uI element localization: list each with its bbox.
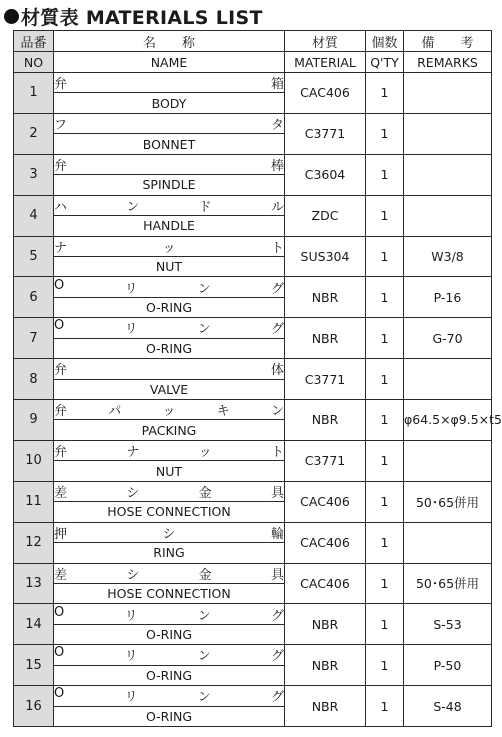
item-material: C3771 xyxy=(285,440,366,481)
item-name-jp-char: 金 xyxy=(198,567,212,583)
item-name-jp-chars xyxy=(54,564,284,583)
item-name-jp-char: 体 xyxy=(270,363,284,379)
table-row xyxy=(14,481,492,501)
table-row xyxy=(14,359,492,379)
item-number: 3 xyxy=(14,154,54,195)
item-name-jp-char: ナ xyxy=(126,445,140,461)
item-name-en: BONNET xyxy=(54,134,285,154)
header-qty-jp: 個数 xyxy=(366,31,404,52)
item-number: 16 xyxy=(14,686,54,727)
item-number: 14 xyxy=(14,604,54,645)
item-number: 13 xyxy=(14,563,54,604)
item-name-jp-char: 弁 xyxy=(54,77,68,93)
item-name-jp-chars xyxy=(54,441,284,460)
item-name-jp-char: ッ xyxy=(198,445,212,461)
header-row-en xyxy=(14,52,492,73)
item-name-en: HOSE CONNECTION xyxy=(54,583,285,603)
table-row xyxy=(14,318,492,338)
item-material: NBR xyxy=(285,400,366,441)
item-remarks: P-16 xyxy=(404,277,492,318)
item-name-en: O-RING xyxy=(54,297,285,317)
item-name-jp-char: リ xyxy=(124,281,138,297)
header-name-en: NAME xyxy=(54,52,285,73)
table-row xyxy=(14,113,492,133)
item-name-jp-char: シ xyxy=(126,485,140,501)
header-no-jp: 品番 xyxy=(14,31,54,52)
item-name-jp-char: 弁 xyxy=(54,445,68,461)
item-material: NBR xyxy=(285,277,366,318)
item-name-en: O-RING xyxy=(54,338,285,358)
item-name-jp xyxy=(54,73,285,93)
item-name-jp-char: O xyxy=(54,604,65,620)
item-remarks: G-70 xyxy=(404,318,492,359)
item-name-en: HANDLE xyxy=(54,216,285,236)
item-name-en: HOSE CONNECTION xyxy=(54,502,285,522)
item-name-jp xyxy=(54,645,285,665)
item-name-jp-char: O xyxy=(54,645,65,661)
item-name-jp-chars xyxy=(54,73,284,92)
item-number: 6 xyxy=(14,277,54,318)
item-name-jp-char: 差 xyxy=(54,485,68,501)
item-name-en: NUT xyxy=(54,256,285,276)
item-quantity: 1 xyxy=(366,277,404,318)
header-material-en: MATERIAL xyxy=(285,52,366,73)
item-name-jp-chars xyxy=(54,278,284,297)
item-name-jp-char: ン xyxy=(197,690,211,706)
item-remarks: S-53 xyxy=(404,604,492,645)
item-number: 2 xyxy=(14,113,54,154)
item-name-jp-char: キ xyxy=(216,404,230,420)
item-remarks: P-50 xyxy=(404,645,492,686)
item-name-jp-char: グ xyxy=(270,322,284,338)
page-title xyxy=(4,3,263,29)
item-number: 8 xyxy=(14,359,54,400)
item-name-jp-char: 輪 xyxy=(270,526,284,542)
item-name-jp-char: ン xyxy=(197,281,211,297)
item-name-en: BODY xyxy=(54,93,285,113)
item-remarks xyxy=(404,73,492,114)
item-name-jp-char: リ xyxy=(124,649,138,665)
item-remarks: 50･65併用 xyxy=(404,481,492,522)
item-name-jp-char: ン xyxy=(126,199,140,215)
item-number: 1 xyxy=(14,73,54,114)
table-row xyxy=(14,277,492,297)
item-name-jp-char: グ xyxy=(270,608,284,624)
item-name-jp-char: フ xyxy=(54,118,68,134)
item-name-jp-char: グ xyxy=(270,690,284,706)
item-name-jp-char: ッ xyxy=(162,404,176,420)
item-remarks xyxy=(404,522,492,563)
item-remarks xyxy=(404,154,492,195)
item-name-jp-char: ハ xyxy=(54,199,68,215)
item-quantity: 1 xyxy=(366,563,404,604)
item-name-en: RING xyxy=(54,543,285,563)
item-name-jp-char: ト xyxy=(270,240,284,256)
item-name-jp-char: ン xyxy=(197,322,211,338)
item-name-jp-char: グ xyxy=(270,649,284,665)
item-name-jp xyxy=(54,359,285,379)
item-name-jp-char: 具 xyxy=(270,567,284,583)
item-number: 4 xyxy=(14,195,54,236)
item-name-jp xyxy=(54,563,285,583)
item-name-jp-chars xyxy=(54,605,284,624)
item-material: NBR xyxy=(285,645,366,686)
item-number: 12 xyxy=(14,522,54,563)
header-row-jp xyxy=(14,31,492,52)
item-name-jp-char: ッ xyxy=(162,240,176,256)
item-number: 9 xyxy=(14,400,54,441)
item-name-jp-chars xyxy=(54,400,284,419)
item-quantity: 1 xyxy=(366,481,404,522)
header-no-en: NO xyxy=(14,52,54,73)
table-body xyxy=(14,73,502,727)
item-name-jp-char: ン xyxy=(197,608,211,624)
item-name-jp xyxy=(54,154,285,174)
item-remarks: φ64.5×φ9.5×t5 xyxy=(404,400,492,441)
table-row xyxy=(14,645,492,665)
item-name-jp-chars xyxy=(54,645,284,664)
item-name-jp-char: O xyxy=(54,318,65,334)
item-name-jp-char: 弁 xyxy=(54,363,68,379)
item-name-en: O-RING xyxy=(54,624,285,644)
item-material: NBR xyxy=(285,686,366,727)
item-quantity: 1 xyxy=(366,154,404,195)
item-name-en: NUT xyxy=(54,461,285,481)
item-name-jp xyxy=(54,481,285,501)
item-material: SUS304 xyxy=(285,236,366,277)
item-material: C3604 xyxy=(285,154,366,195)
item-name-jp xyxy=(54,522,285,542)
table-row xyxy=(14,400,492,420)
item-name-jp xyxy=(54,236,285,256)
table-row xyxy=(14,686,492,706)
item-number: 5 xyxy=(14,236,54,277)
item-name-jp-char: 具 xyxy=(270,485,284,501)
item-name-jp-char: ナ xyxy=(54,240,68,256)
item-name-jp-chars xyxy=(54,155,284,174)
header-remarks-en: REMARKS xyxy=(404,52,492,73)
item-material: NBR xyxy=(285,318,366,359)
item-material: CAC406 xyxy=(285,522,366,563)
item-name-jp-char: リ xyxy=(124,322,138,338)
item-name-jp-chars xyxy=(54,237,284,256)
item-name-jp-char: シ xyxy=(126,567,140,583)
item-name-jp-char: シ xyxy=(162,526,176,542)
item-name-en: O-RING xyxy=(54,706,285,726)
item-quantity: 1 xyxy=(366,400,404,441)
item-remarks xyxy=(404,113,492,154)
item-name-jp-char: タ xyxy=(270,118,284,134)
item-number: 11 xyxy=(14,481,54,522)
item-quantity: 1 xyxy=(366,645,404,686)
item-name-jp-char: 箱 xyxy=(270,77,284,93)
item-remarks: W3/8 xyxy=(404,236,492,277)
item-name-jp-char: リ xyxy=(124,690,138,706)
page-title-text: 材質表 MATERIALS LIST xyxy=(21,6,263,29)
item-name-jp-char: パ xyxy=(108,404,122,420)
materials-table xyxy=(13,30,502,727)
item-name-jp-char: 押 xyxy=(54,526,68,542)
item-name-jp-char: ト xyxy=(270,445,284,461)
item-name-jp-chars xyxy=(54,686,284,705)
table-row xyxy=(14,440,492,460)
item-name-jp-char: O xyxy=(54,686,65,702)
item-name-jp-char: 弁 xyxy=(54,404,68,420)
item-material: C3771 xyxy=(285,113,366,154)
table-row xyxy=(14,563,492,583)
item-name-jp-chars xyxy=(54,318,284,337)
item-quantity: 1 xyxy=(366,236,404,277)
item-name-jp xyxy=(54,686,285,706)
item-quantity: 1 xyxy=(366,318,404,359)
item-material: NBR xyxy=(285,604,366,645)
item-name-jp-char: O xyxy=(54,277,65,293)
header-name-jp: 名 称 xyxy=(54,31,285,52)
table-row xyxy=(14,522,492,542)
item-name-jp-char: ン xyxy=(197,649,211,665)
item-name-jp-chars xyxy=(54,114,284,133)
item-quantity: 1 xyxy=(366,440,404,481)
item-remarks xyxy=(404,359,492,400)
item-name-jp xyxy=(54,318,285,338)
item-material: C3771 xyxy=(285,359,366,400)
item-remarks: 50･65併用 xyxy=(404,563,492,604)
item-name-jp-char: 金 xyxy=(198,485,212,501)
item-name-jp-char: ド xyxy=(198,199,212,215)
item-name-jp-char: 弁 xyxy=(54,158,68,174)
item-remarks: S-48 xyxy=(404,686,492,727)
item-quantity: 1 xyxy=(366,73,404,114)
item-name-en: SPINDLE xyxy=(54,175,285,195)
header-remarks-jp: 備 考 xyxy=(404,31,492,52)
item-name-jp-chars xyxy=(54,196,284,215)
item-name-jp xyxy=(54,277,285,297)
item-remarks xyxy=(404,195,492,236)
table-row xyxy=(14,154,492,174)
item-name-jp-char: グ xyxy=(270,281,284,297)
item-name-jp xyxy=(54,440,285,460)
item-quantity: 1 xyxy=(366,522,404,563)
item-number: 10 xyxy=(14,440,54,481)
item-name-jp xyxy=(54,400,285,420)
item-name-jp-chars xyxy=(54,359,284,378)
item-material: ZDC xyxy=(285,195,366,236)
item-name-jp-char: 棒 xyxy=(270,158,284,174)
item-quantity: 1 xyxy=(366,195,404,236)
item-material: CAC406 xyxy=(285,73,366,114)
item-name-en: PACKING xyxy=(54,420,285,440)
item-number: 15 xyxy=(14,645,54,686)
item-quantity: 1 xyxy=(366,359,404,400)
item-remarks xyxy=(404,440,492,481)
item-quantity: 1 xyxy=(366,604,404,645)
item-quantity: 1 xyxy=(366,686,404,727)
item-name-jp-char: 差 xyxy=(54,567,68,583)
item-name-jp xyxy=(54,195,285,215)
bullet-dot-icon xyxy=(4,9,19,24)
table-row xyxy=(14,195,492,215)
item-name-jp xyxy=(54,604,285,624)
item-quantity: 1 xyxy=(366,113,404,154)
header-material-jp: 材質 xyxy=(285,31,366,52)
item-name-jp-chars xyxy=(54,482,284,501)
table-row xyxy=(14,236,492,256)
header-qty-en: Q'TY xyxy=(366,52,404,73)
table-row xyxy=(14,604,492,624)
item-name-jp xyxy=(54,113,285,133)
item-name-jp-char: ル xyxy=(270,199,284,215)
item-name-en: VALVE xyxy=(54,379,285,399)
item-name-jp-chars xyxy=(54,523,284,542)
item-number: 7 xyxy=(14,318,54,359)
item-material: CAC406 xyxy=(285,563,366,604)
item-name-en: O-RING xyxy=(54,665,285,685)
item-name-jp-char: リ xyxy=(124,608,138,624)
item-name-jp-char: ン xyxy=(270,404,284,420)
table-row xyxy=(14,73,492,93)
item-material: CAC406 xyxy=(285,481,366,522)
